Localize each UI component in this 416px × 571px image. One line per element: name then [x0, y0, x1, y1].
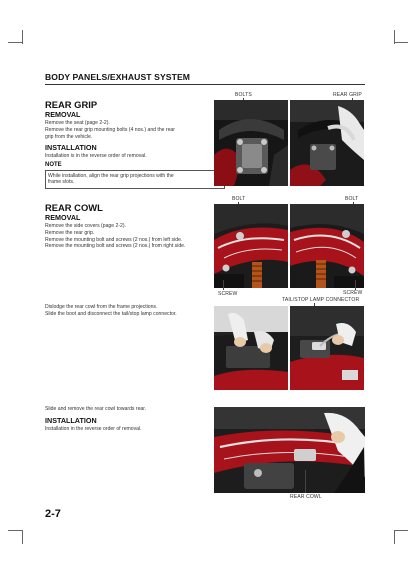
slide-text: Slide and remove the rear cowl towards rear.	[45, 406, 147, 412]
crop-mark	[394, 530, 395, 544]
photo-rear-grip-bolts	[214, 100, 288, 186]
rear-cowl-removal-heading: REMOVAL	[45, 213, 81, 222]
photo-rear-cowl-left	[214, 204, 288, 288]
leader-line	[223, 280, 224, 290]
rear-cowl-heading: REAR COWL	[45, 202, 103, 213]
text-line: Remove the mounting bolt and screws (2 nos.) from right side.	[45, 243, 186, 250]
rear-cowl-removal-text	[45, 223, 210, 250]
photo-rear-grip-removal	[290, 100, 364, 186]
rear-grip-removal-text	[45, 120, 205, 140]
text-line: grip from the vehicle.	[45, 133, 93, 140]
crop-mark	[22, 30, 23, 44]
rear-grip-removal-heading: REMOVAL	[45, 110, 81, 119]
text-line: Remove the rear grip.	[45, 229, 95, 236]
rear-grip-installation-text: Installation is in the reverse order of removal.	[45, 153, 147, 159]
text-line: frame slots.	[48, 179, 75, 186]
caption-bolt-right: BOLT	[345, 196, 359, 202]
caption-bolt-left: BOLT	[232, 196, 246, 202]
photo-tail-lamp-connector	[290, 306, 364, 390]
rear-grip-installation-heading: INSTALLATION	[45, 143, 97, 152]
text-line: Slide the boot and disconnect the tail/stop lamp connector.	[45, 310, 177, 317]
crop-mark	[22, 530, 23, 544]
photo-dislodge-cowl	[214, 306, 288, 390]
caption-screw-left: SCREW	[218, 291, 238, 297]
text-line: Dislodge the rear cowl from the frame projections.	[45, 304, 158, 310]
leader-line	[305, 470, 306, 493]
crop-mark	[8, 530, 22, 531]
dislodge-text	[45, 304, 210, 318]
text-line: Remove the seat (page 2-2).	[45, 120, 110, 126]
rear-cowl-installation-text: Installation in the reverse order of removal.	[45, 426, 142, 432]
caption-rear-cowl: REAR COWL	[290, 494, 322, 500]
crop-mark	[394, 42, 408, 43]
caption-connector: TAIL/STOP LAMP CONNECTOR	[282, 297, 360, 303]
text-line: Remove the mounting bolt and screws (2 nos.) from left side.	[45, 236, 183, 243]
note-heading: NOTE	[45, 162, 62, 168]
caption-rear-grip: REAR GRIP	[333, 92, 362, 98]
photo-rear-cowl-right	[290, 204, 364, 288]
rear-grip-heading: REAR GRIP	[45, 99, 98, 110]
header-rule	[45, 84, 365, 85]
photo-remove-rear-cowl	[214, 407, 365, 493]
page-title: BODY PANELS/EXHAUST SYSTEM	[45, 72, 191, 82]
crop-mark	[394, 30, 395, 44]
caption-screw-right: SCREW	[343, 290, 363, 296]
text-line: Remove the side covers (page 2-2).	[45, 223, 126, 229]
leader-line	[355, 280, 356, 290]
text-line: While installation, align the rear grip projections with the	[48, 172, 174, 179]
text-line: Remove the rear grip mounting bolts (4 nos.) and the rear	[45, 126, 175, 133]
caption-bolts: BOLTS	[235, 92, 252, 98]
crop-mark	[8, 42, 22, 43]
rear-cowl-installation-heading: INSTALLATION	[45, 416, 97, 425]
page-number: 2-7	[45, 508, 61, 520]
crop-mark	[394, 530, 408, 531]
note-box	[45, 170, 225, 189]
